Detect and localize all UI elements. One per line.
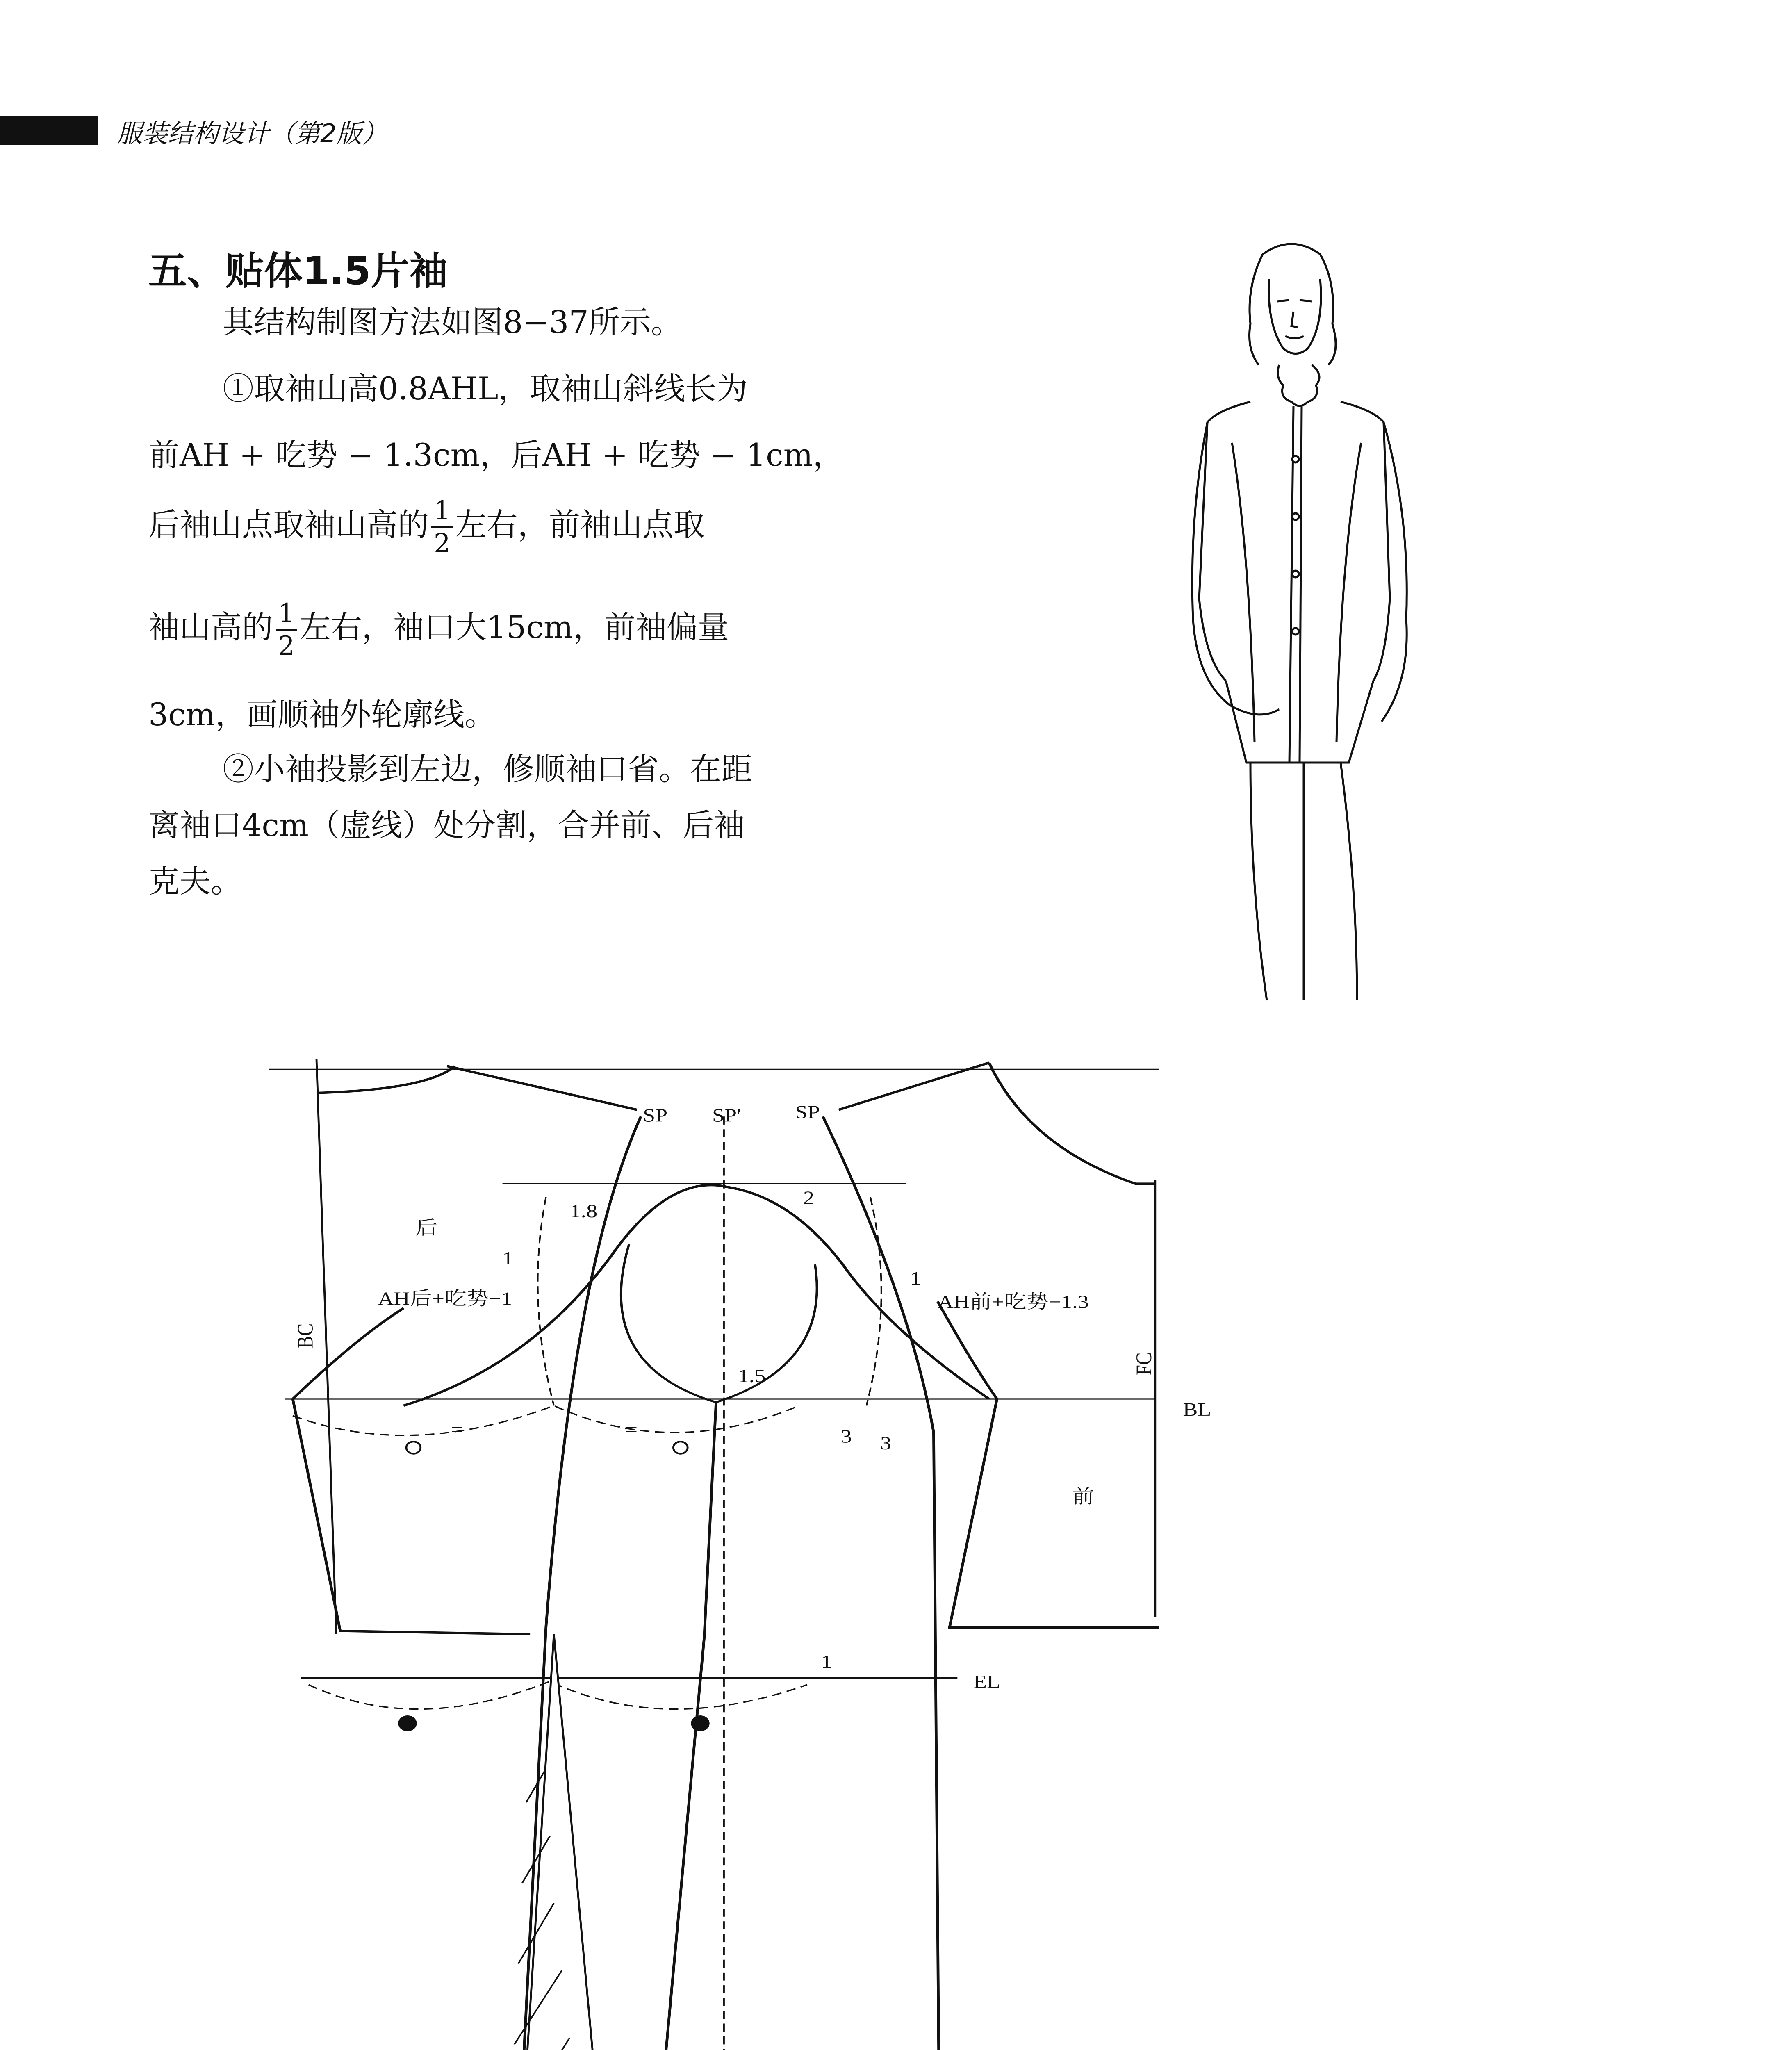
label-front: 前 — [1072, 1486, 1095, 1508]
back-side — [293, 1399, 530, 1634]
fraction-denominator: 2 — [278, 631, 295, 661]
paragraph-line: 3cm，画顺袖外轮廓线。 — [148, 696, 496, 733]
fraction-numerator: 1 — [431, 498, 453, 528]
back-bodice — [293, 1066, 637, 1634]
notch-circle — [673, 1442, 688, 1454]
front-side — [950, 1399, 1159, 1628]
label-fc: FC — [1131, 1352, 1157, 1376]
center-back-line — [317, 1059, 336, 1634]
front-bodice — [839, 1063, 1159, 1628]
notch-circle — [406, 1442, 421, 1454]
label-bl: BL — [1183, 1399, 1211, 1420]
label-eq-2: = — [625, 1419, 638, 1440]
section-title: 五、贴体1.5片袖 — [148, 249, 448, 294]
paragraph-line: ②小袖投影到左边，修顺袖口省。在距 — [223, 751, 752, 787]
label-3-b: 3 — [880, 1432, 892, 1454]
dart-shaded — [506, 1634, 625, 2050]
text-run: 后袖山点取袖山高的 — [148, 506, 429, 543]
notch-dot — [400, 1717, 416, 1730]
label-1-c: 1 — [821, 1651, 832, 1672]
paragraph-line: 其结构制图方法如图8−37所示。 — [223, 304, 682, 340]
label-ah-back: AH后+吃势−1 — [378, 1288, 512, 1309]
seam-dashed — [293, 1197, 881, 1435]
under-sleeve-cap — [621, 1244, 817, 1402]
label-sp-left: SP — [643, 1105, 668, 1126]
label-el: EL — [973, 1671, 1000, 1692]
label-1-b: 1 — [910, 1267, 921, 1289]
text-run: 左右，袖口大15cm，前袖偏量 — [299, 609, 729, 645]
back-armhole-dashed — [538, 1197, 554, 1405]
symbols — [400, 1442, 890, 2050]
paragraph-line: 前AH + 吃势 − 1.3cm，后AH + 吃势 − 1cm， — [148, 437, 844, 473]
diagram-labels — [293, 1101, 1211, 2050]
reference-lines — [269, 1059, 1159, 2050]
label-1-8: 1.8 — [569, 1200, 598, 1222]
notch-dot — [692, 1717, 708, 1730]
label-2: 2 — [803, 1187, 814, 1208]
label-eq-1: = — [451, 1419, 464, 1440]
paragraph-line: 离袖口4cm（虚线）处分割，合并前、后袖 — [148, 807, 745, 843]
label-sp-mid: SP′ — [712, 1105, 742, 1126]
sleeve-pieces — [305, 1116, 989, 2050]
label-back: 后 — [415, 1217, 438, 1239]
text-run: 袖山高的 — [148, 609, 273, 645]
label-bc: BC — [292, 1323, 318, 1348]
fraction-denominator: 2 — [434, 528, 451, 559]
fraction-numerator: 1 — [276, 600, 297, 631]
label-ah-front: AH前+吃势−1.3 — [938, 1291, 1089, 1312]
front-sleeve-seam — [823, 1116, 942, 2050]
paragraph-line: ①取袖山高0.8AHL，取袖山斜线长为 — [223, 370, 748, 407]
paragraph-line: 克夫。 — [148, 863, 242, 900]
label-1-5: 1.5 — [738, 1365, 766, 1387]
label-sp-right: SP — [795, 1101, 820, 1123]
front-neckline — [989, 1063, 1155, 1184]
running-header: 服装结构设计（第2版） — [117, 118, 387, 148]
back-armhole — [293, 1308, 403, 1399]
label-3-a: 3 — [840, 1426, 852, 1447]
label-1-a: 1 — [502, 1247, 514, 1269]
text-run: 左右，前袖山点取 — [455, 506, 705, 543]
back-shoulder — [447, 1066, 637, 1110]
